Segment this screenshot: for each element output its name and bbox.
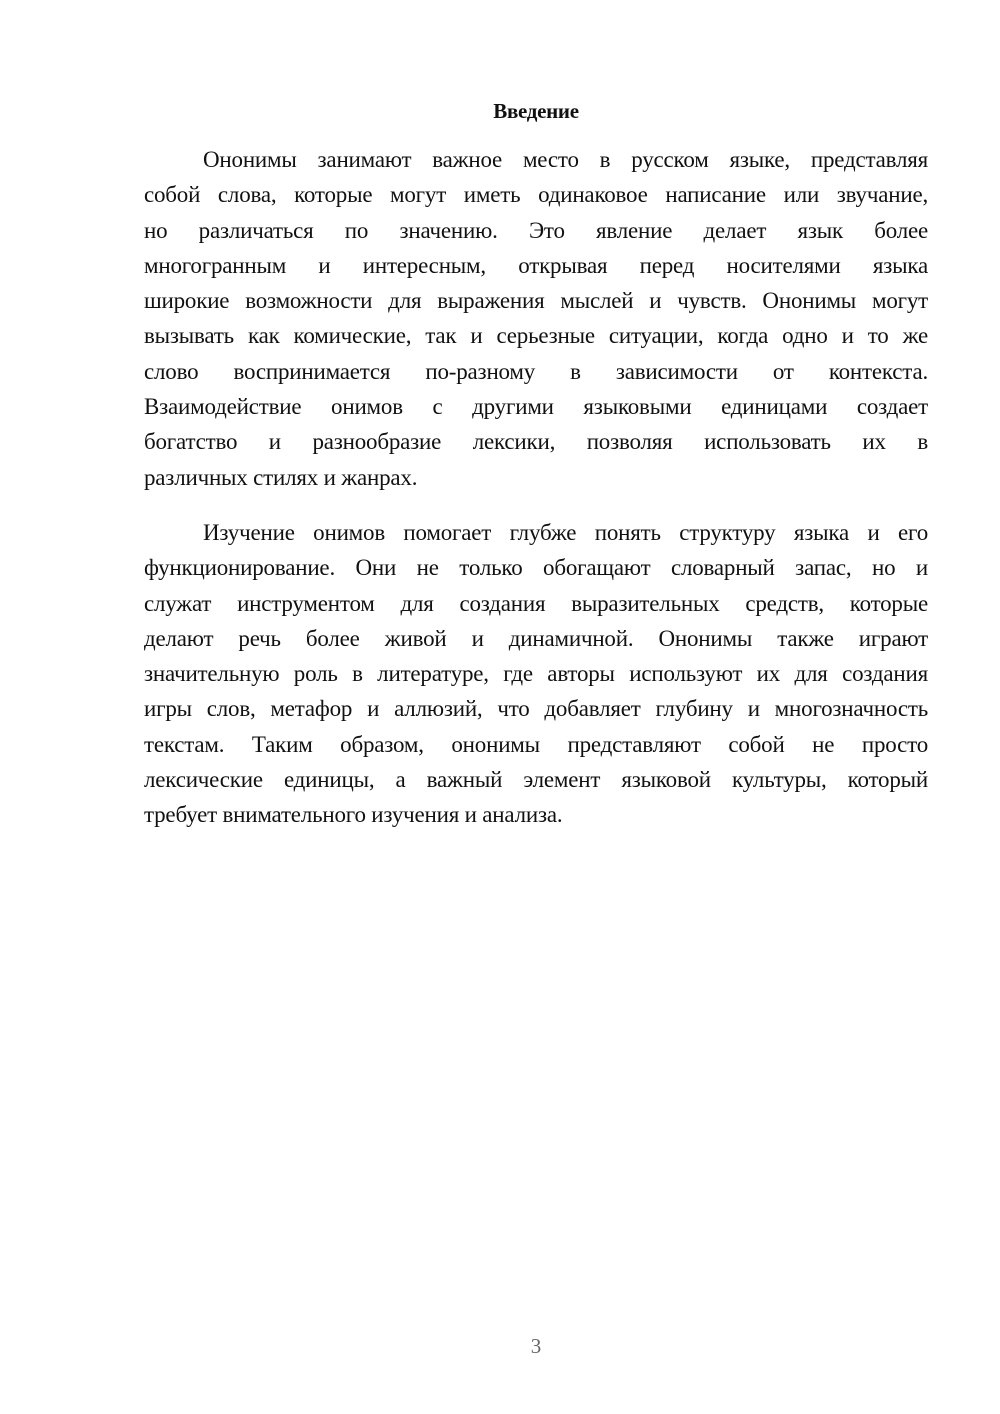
text-line: богатство и разнообразие лексики, позволяя использовать их в bbox=[144, 429, 928, 455]
text-line: слово воспринимается по-разному в зависимости от контекста. bbox=[144, 358, 928, 384]
text-line: Изучение онимов помогает глубже понять структуру языка и его bbox=[203, 520, 928, 545]
paragraph-introduction-2 bbox=[144, 515, 928, 833]
paragraph-introduction-1 bbox=[144, 142, 928, 495]
text-line: функционирование. Они не только обогащают словарный запас, но и bbox=[144, 555, 928, 581]
page-number: 3 bbox=[530, 1334, 542, 1358]
text-line: собой слова, которые могут иметь одинаковое написание или звучание, bbox=[144, 182, 928, 208]
text-line: различных стилях и жанрах. bbox=[144, 464, 418, 490]
text-line: значительную роль в литературе, где авторы используют их для создания bbox=[144, 661, 928, 687]
text-line: требует внимательного изучения и анализа. bbox=[144, 802, 563, 828]
text-line: игры слов, метафор и аллюзий, что добавляет глубину и многозначность bbox=[144, 696, 928, 722]
text-line: текстам. Таким образом, ононимы представляют собой не просто bbox=[144, 731, 928, 757]
text-line: вызывать как комические, так и серьезные ситуации, когда одно и то же bbox=[144, 323, 928, 349]
text-line: многогранным и интересным, открывая перед носителями языка bbox=[144, 252, 928, 278]
text-line: делают речь более живой и динамичной. Ононимы также играют bbox=[144, 625, 928, 651]
text-line: но различаться по значению. Это явление делает язык более bbox=[144, 217, 928, 243]
text-line: Ононимы занимают важное место в русском языке, представляя bbox=[203, 147, 928, 172]
text-line: служат инструментом для создания выразительных средств, которые bbox=[144, 590, 928, 616]
text-line: широкие возможности для выражения мыслей и чувств. Ононимы могут bbox=[144, 288, 928, 314]
section-title: Введение bbox=[493, 99, 579, 123]
text-line: лексические единицы, а важный элемент языковой культуры, который bbox=[144, 767, 928, 793]
text-line: Взаимодействие онимов с другими языковыми единицами создает bbox=[144, 394, 928, 420]
